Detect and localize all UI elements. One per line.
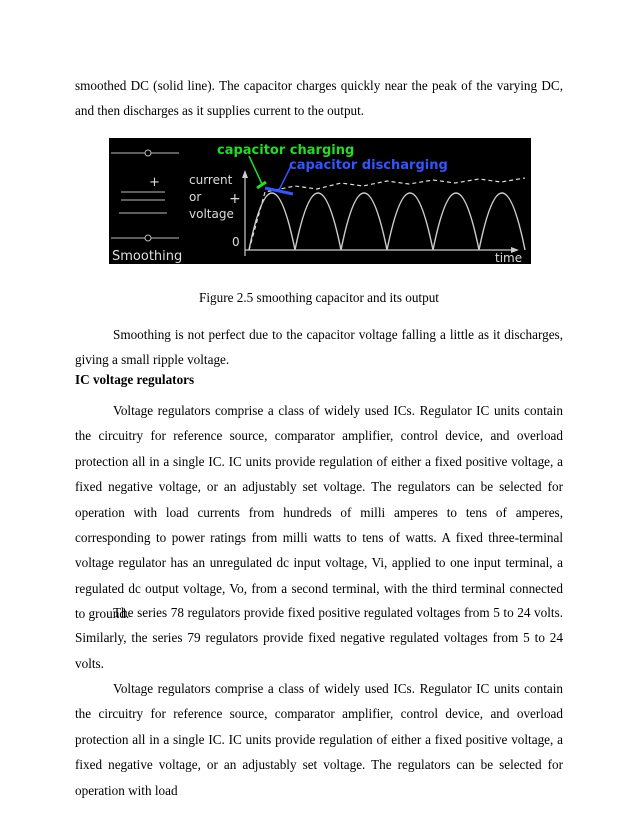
figure-caption: Figure 2.5 smoothing capacitor and its output bbox=[199, 290, 439, 305]
smoothing-label: Smoothing bbox=[112, 249, 183, 264]
current-label: current bbox=[189, 173, 233, 187]
voltage-label: voltage bbox=[189, 207, 234, 221]
charging-pointer bbox=[249, 156, 262, 184]
zero-label: 0 bbox=[232, 235, 240, 249]
y-axis-arrow bbox=[242, 170, 248, 178]
paragraph-smoothing-ripple: Smoothing is not perfect due to the capacitor voltage falling a little as it discharges, giving a small ripple voltage. bbox=[75, 327, 563, 368]
smoothing-diagram bbox=[109, 138, 531, 264]
paragraph-regulators-1: Voltage regulators comprise a class of widely used ICs. Regulator IC units contain the circuitry for reference source, comparator amplifier, control device, and overload protection all in a single IC. IC units provide regulation of either a fixed positive voltage, a fixed negative voltage, or an adjustably set voltage. The regulators can be selected for operation with load currents from hundreds of milli amperes to tens of amperes, corresponding to power ratings from milli watts to tens of watts. A fixed three-terminal voltage regulator has an unregulated dc input voltage, Vi, applied to one input terminal, a regulated dc output voltage, Vo, from a second terminal, with the third terminal connected to ground. bbox=[75, 403, 563, 622]
paragraph-regulators-2: Voltage regulators comprise a class of widely used ICs. Regulator IC units contain the circuitry for reference source, comparator amplifier, control device, and overload protection all in a single IC. IC units provide regulation of either a fixed positive voltage, a fixed negative voltage, or an adjustably set voltage. The regulators can be selected for operation with load bbox=[75, 681, 563, 798]
paragraph-series-78-79: The series 78 regulators provide fixed positive regulated voltages from 5 to 24 volts. Similarly, the series 79 regulators provide fixed negative regulated voltages from 5 to 24 volts. bbox=[75, 605, 563, 671]
terminal-bottom bbox=[145, 235, 151, 241]
terminal-top bbox=[145, 150, 151, 156]
time-label: time bbox=[495, 251, 523, 264]
capacitor-discharging-label: capacitor discharging bbox=[289, 158, 448, 173]
or-label: or bbox=[189, 190, 202, 204]
smoothed-output bbox=[249, 178, 525, 250]
paragraph-smoothed-dc: smoothed DC (solid line). The capacitor charges quickly near the peak of the varying DC, and then discharges as it supplies current to the output. bbox=[75, 78, 563, 119]
smoothing-figure bbox=[109, 138, 531, 264]
rectified-waveform bbox=[249, 193, 525, 250]
section-heading: IC voltage regulators bbox=[75, 372, 195, 387]
capacitor-charging-label: capacitor charging bbox=[217, 143, 355, 158]
plus-sign-axis: + bbox=[229, 191, 241, 207]
plus-sign-capacitor: + bbox=[149, 175, 160, 190]
